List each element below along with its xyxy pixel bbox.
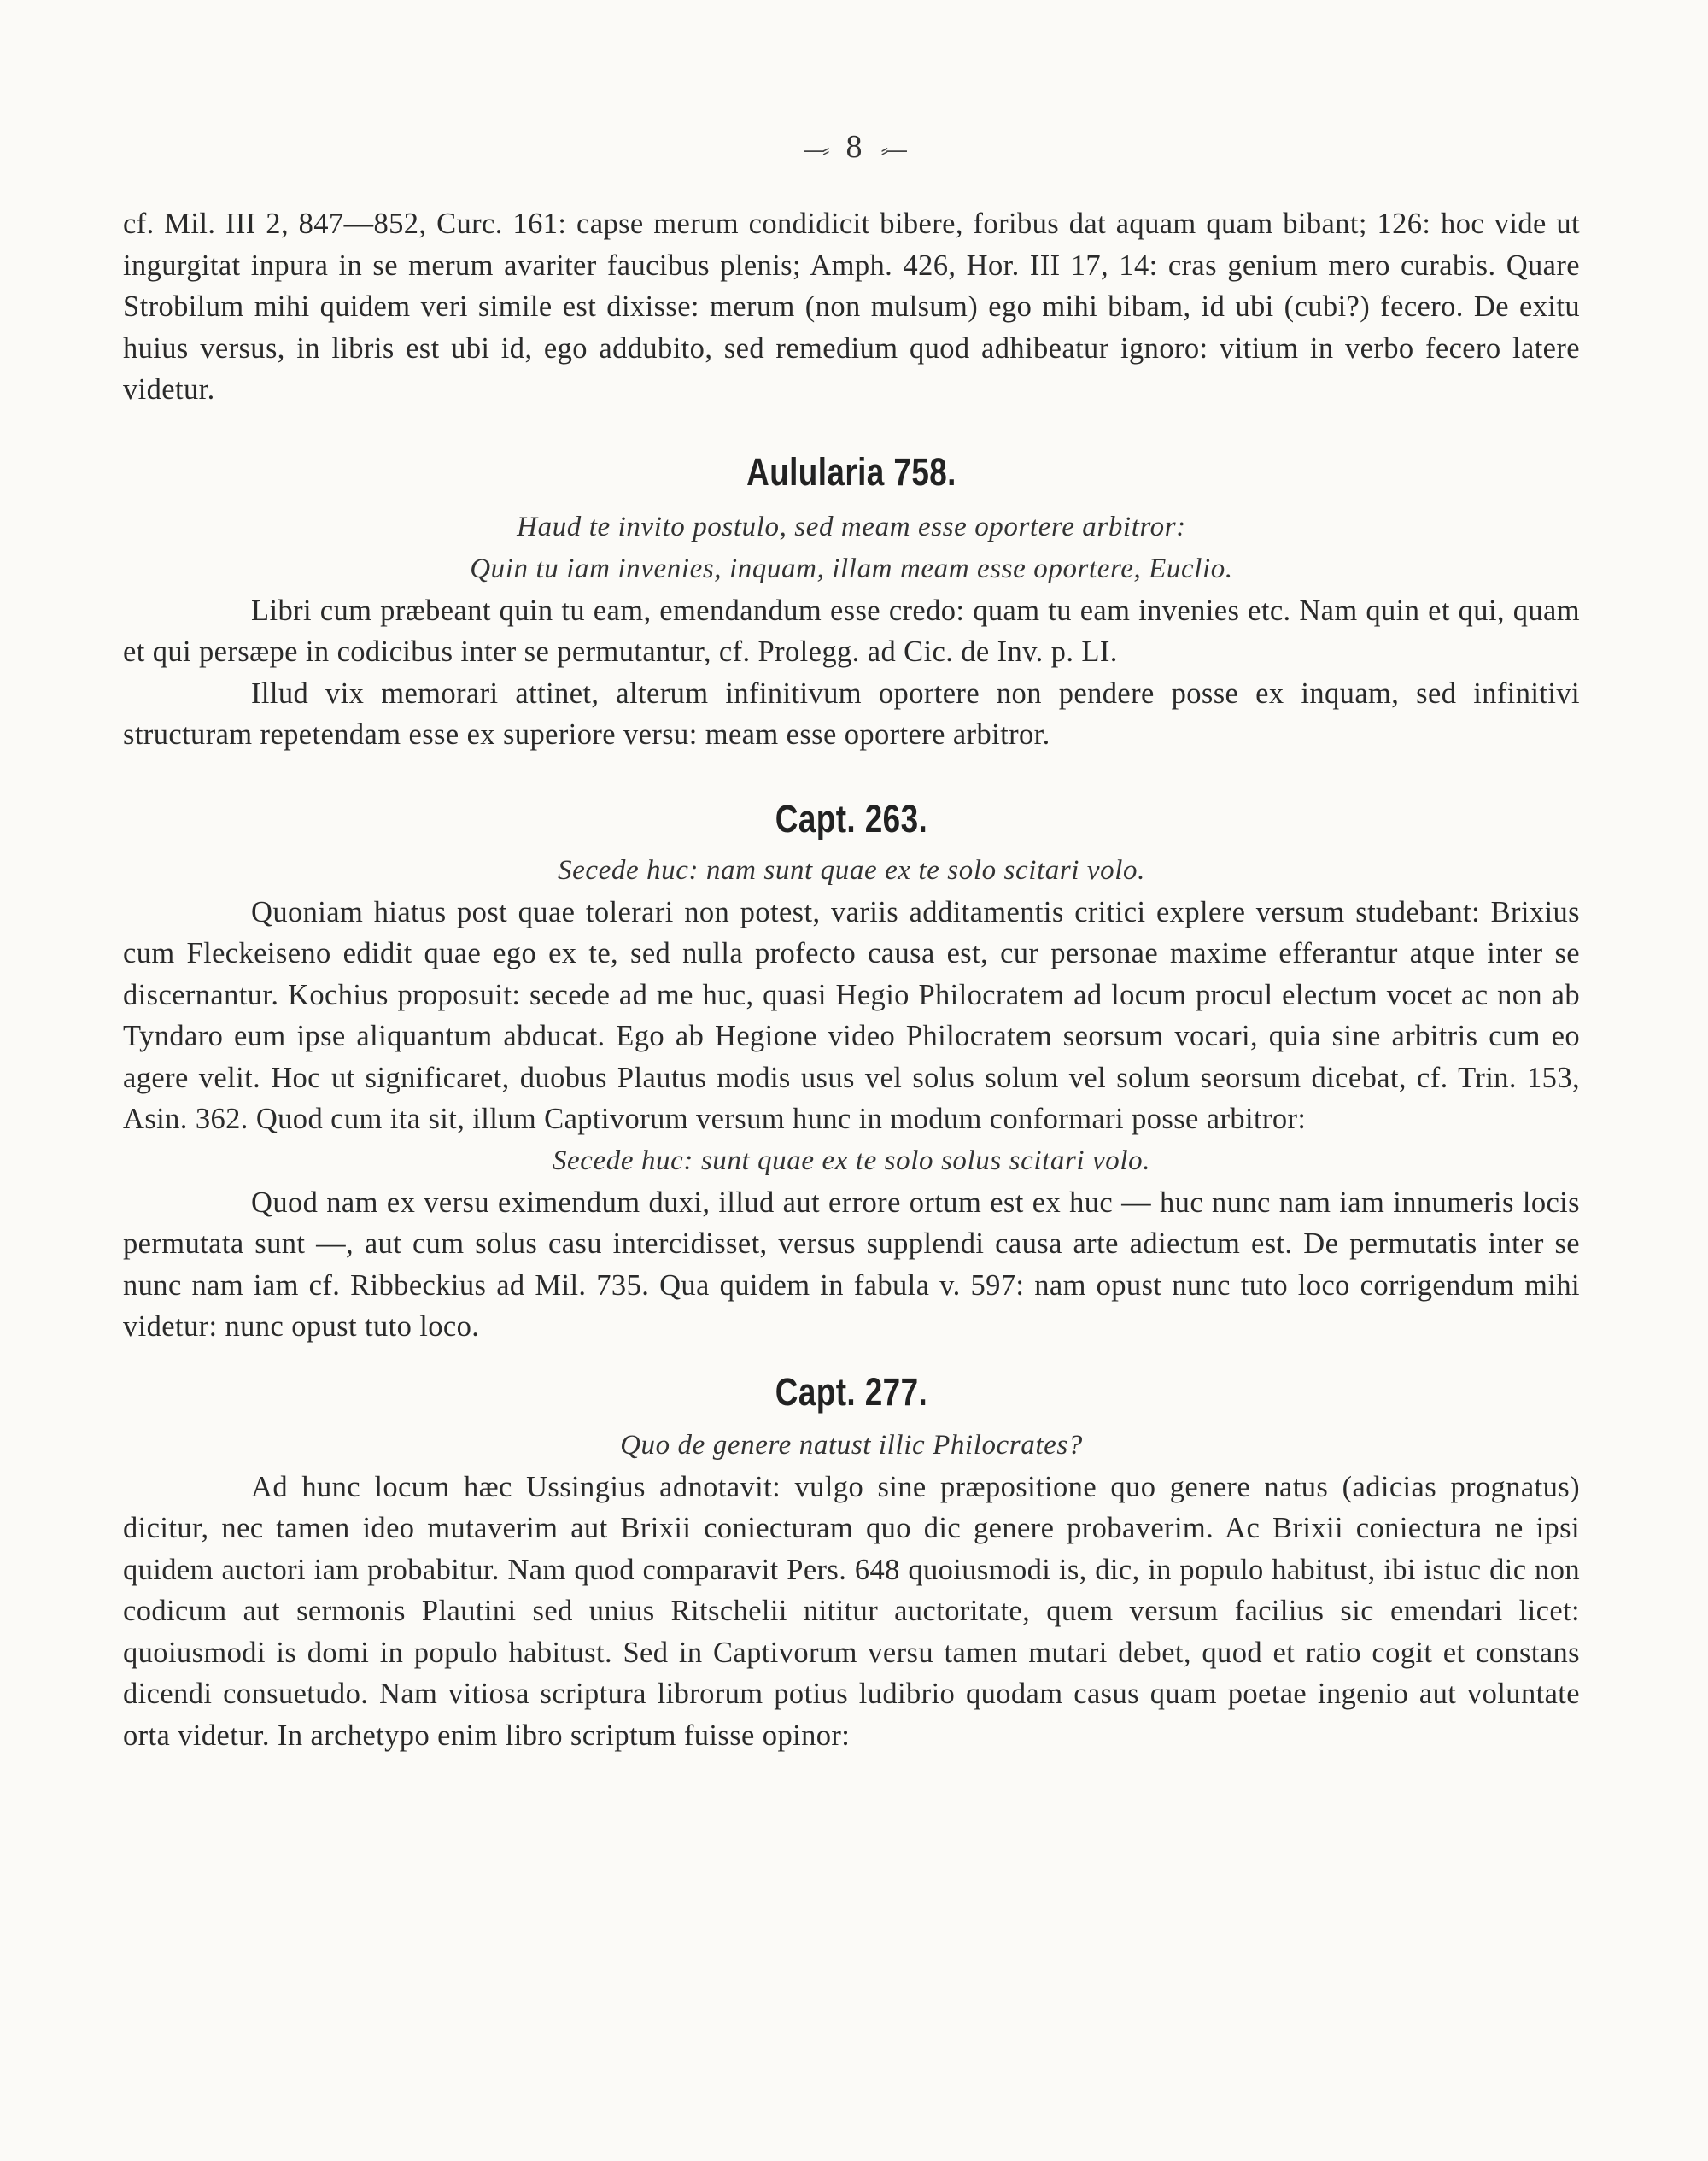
paragraph: Libri cum præbeant quin tu eam, emendandum esse credo: quam tu eam invenies etc. Nam quin et qui, quam et qui persæpe in codicibus inter se permutantur, cf. Prolegg. ad Cic. de Inv. p. LI. (123, 594, 1580, 668)
page-number: 8 (845, 129, 863, 165)
paragraph: Illud vix memorari attinet, alterum infinitivum oportere non pendere posse ex inquam, sed infinitivi structuram repetendam esse ex superiore versu: meam esse oportere arbitror. (123, 676, 1580, 751)
section-heading-capt-263: Capt. 263. (775, 796, 928, 840)
verse-line: Secede huc: nam sunt quae ex te solo scitari volo. (558, 854, 1145, 886)
verse-block-aulularia (123, 507, 1580, 590)
intro-paragraph: cf. Mil. III 2, 847—852, Curc. 161: capse merum condidicit bibere, foribus dat aquam quam bibant; 126: hoc vide ut ingurgitat inpura in se merum avariter faucibus plenis; Amph. 426, Hor. III 17, 14: cras genium mero curabis. Quare Strobilum mihi quidem veri simile est dixisse: merum (non mulsum) ego mihi bibam, id ubi (cubi?) fecero. De exitu huius versus, in libris est ubi id, ego addubito, sed remedium quod adhibeatur ignoro: vitium in verbo fecero latere videtur. (123, 208, 1580, 406)
ornament-left: —⸗ (802, 138, 828, 163)
paragraph: Quoniam hiatus post quae tolerari non potest, variis additamentis critici explere versum studebant: Brixius cum Fleckeiseno edidit quae ego ex te, sed nulla profecto causa est, cur personae maxime efferantur atque inter se discernantur. Kochius proposuit: secede ad me huc, quasi Hegio Philocratem ad locum procul electum vocet ac non ab Tyndaro eum ipse aliquantum abducat. Ego ab Hegione video Philocratem seorsum vocari, quia sine arbitris cum eo agere velit. Hoc ut significaret, duobus Plautus modis usus vel solus solum vel solum seorsum dicebat, cf. Trin. 153, Asin. 362. Quod cum ita sit, illum Captivorum versum hunc in modum conformari posse arbitror: (123, 895, 1580, 1135)
verse-line: Secede huc: sunt quae ex te solo solus scitari volo. (552, 1145, 1151, 1176)
verse-line: Haud te invito postulo, sed meam esse oportere arbitror: (517, 511, 1186, 542)
verse-line: Quin tu iam invenies, inquam, illam meam esse oportere, Euclio. (470, 553, 1233, 584)
page-body (123, 120, 1580, 1756)
paragraph: Ad hunc locum hæc Ussingius adnotavit: vulgo sine præpositione quo genere natus (adicias prognatus) dicitur, nec tamen ideo mutaverim aut Brixii coniecturam quo dic genere probaverim. Ac Brixii coniectura ne ipsi quidem auctori iam probabitur. Nam quod comparavit Pers. 648 quoiusmodi is, dic, in populo habitust, ibi istuc dic non codicum aut sermonis Plautini sed unius Ritschelii nititur auctoritate, quem versum facilius sic emendari licet: quoiusmodi is domi in populo habitust. Sed in Captivorum versu tamen mutari debet, quod et ratio cogit et constans dicendi consuetudo. Nam vitiosa scriptura librorum potius ludibrio quodam casus quam poetae ingenio aut voluntate orta videtur. In archetypo enim libro scriptum fuisse opinor: (123, 1470, 1580, 1752)
ornament-right: ⸗— (880, 138, 906, 163)
paragraph: Quod nam ex versu eximendum duxi, illud aut errore ortum est ex huc — huc nunc nam iam innumeris locis permutata sunt —, aut cum solus casu intercidisset, versus supplendi causa arte adiectum est. De permutatis inter se nunc nam iam cf. Ribbeckius ad Mil. 735. Qua quidem in fabula v. 597: nam opust nunc tuto loco corrigendum mihi videtur: nunc opust tuto loco. (123, 1186, 1580, 1343)
section-heading-aulularia: Aulularia 758. (746, 449, 956, 494)
verse-line: Quo de genere natust illic Philocrates? (620, 1429, 1083, 1461)
section-heading-capt-277: Capt. 277. (775, 1369, 928, 1414)
